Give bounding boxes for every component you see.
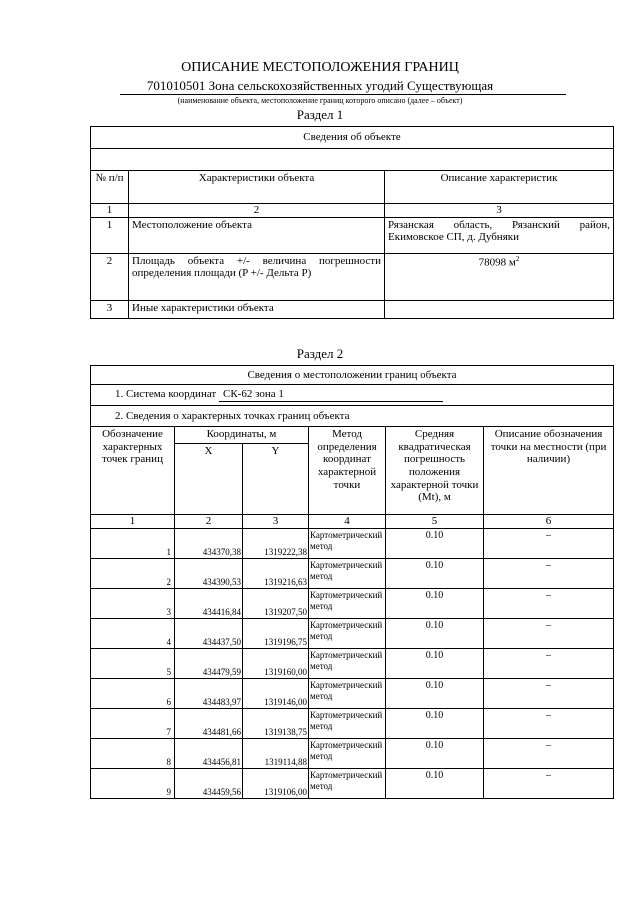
point-desc: –	[484, 769, 614, 799]
section1-blank-row	[91, 149, 614, 171]
point-desc: –	[484, 709, 614, 739]
table-row	[91, 529, 614, 559]
row-description	[385, 300, 614, 318]
col-desc-header: Описание обозначения точки на местности (при наличии)	[484, 427, 614, 515]
col-num: 5	[386, 515, 484, 529]
coord-system-value: СК-62 зона 1	[219, 388, 443, 402]
point-error: 0.10	[386, 679, 484, 709]
point-y: 1319106,00	[243, 769, 309, 799]
col-point-header: Обозначение характерных точек границ	[91, 427, 175, 515]
table-row	[91, 679, 614, 709]
col-num: 3	[243, 515, 309, 529]
point-x: 434459,56	[175, 769, 243, 799]
point-method: Картометрический метод	[309, 619, 386, 649]
point-y: 1319207,50	[243, 589, 309, 619]
point-error: 0.10	[386, 529, 484, 559]
col-no-header: № п/п	[91, 171, 129, 204]
row-characteristic: Местоположение объекта	[129, 217, 385, 253]
point-desc: –	[484, 679, 614, 709]
point-method: Картометрический метод	[309, 559, 386, 589]
point-desc: –	[484, 649, 614, 679]
point-y: 1319138,75	[243, 709, 309, 739]
row-number: 1	[91, 217, 129, 253]
table-row	[91, 619, 614, 649]
point-id: 3	[91, 589, 175, 619]
point-error: 0.10	[386, 589, 484, 619]
table-row	[91, 649, 614, 679]
point-x: 434416,84	[175, 589, 243, 619]
coord-system-label: 1. Система координат	[115, 388, 217, 401]
col-num: 2	[175, 515, 243, 529]
points-label: 2. Сведения о характерных точках границ объекта	[91, 406, 614, 427]
point-x: 434370,38	[175, 529, 243, 559]
point-id: 9	[91, 769, 175, 799]
table-row	[91, 559, 614, 589]
table-row	[91, 739, 614, 769]
row-number: 2	[91, 253, 129, 300]
col-x-header: X	[175, 444, 243, 515]
row-description	[385, 253, 614, 300]
point-y: 1319196,75	[243, 619, 309, 649]
point-error: 0.10	[386, 649, 484, 679]
table-row	[91, 769, 614, 799]
point-desc: –	[484, 589, 614, 619]
document-title: ОПИСАНИЕ МЕСТОПОЛОЖЕНИЯ ГРАНИЦ	[181, 60, 459, 75]
point-x: 434390,53	[175, 559, 243, 589]
point-id: 7	[91, 709, 175, 739]
object-name-note: (наименование объекта, местоположение границ которого описано (далее – объект)	[177, 96, 463, 105]
col-num: 1	[91, 204, 129, 218]
point-id: 2	[91, 559, 175, 589]
point-desc: –	[484, 529, 614, 559]
row-characteristic: Иные характеристики объекта	[129, 300, 385, 318]
point-error: 0.10	[386, 709, 484, 739]
point-method: Картометрический метод	[309, 709, 386, 739]
point-y: 1319146,00	[243, 679, 309, 709]
col-desc-header: Описание характеристик	[385, 171, 614, 204]
point-error: 0.10	[386, 619, 484, 649]
point-x: 434437,50	[175, 619, 243, 649]
object-name-underline	[120, 94, 566, 95]
point-method: Картометрический метод	[309, 589, 386, 619]
point-method: Картометрический метод	[309, 529, 386, 559]
area-unit-superscript: 2	[515, 254, 520, 263]
point-method: Картометрический метод	[309, 649, 386, 679]
point-method: Картометрический метод	[309, 739, 386, 769]
point-id: 8	[91, 739, 175, 769]
col-num: 1	[91, 515, 175, 529]
col-coords-header: Координаты, м	[175, 427, 309, 444]
section1-table	[90, 126, 614, 319]
point-id: 1	[91, 529, 175, 559]
coord-system-row	[91, 385, 614, 406]
section2-header: Сведения о местоположении границ объекта	[91, 366, 614, 385]
table-row	[91, 217, 614, 253]
col-char-header: Характеристики объекта	[129, 171, 385, 204]
point-y: 1319114,88	[243, 739, 309, 769]
col-num: 4	[309, 515, 386, 529]
table-row	[91, 300, 614, 318]
point-x: 434481,66	[175, 709, 243, 739]
object-name: 701010501 Зона сельскохозяйственных угодий Существующая	[146, 78, 494, 93]
col-num: 3	[385, 204, 614, 218]
point-y: 1319222,38	[243, 529, 309, 559]
row-number: 3	[91, 300, 129, 318]
point-desc: –	[484, 619, 614, 649]
point-method: Картометрический метод	[309, 769, 386, 799]
point-id: 5	[91, 649, 175, 679]
section2-label: Раздел 2	[296, 346, 344, 361]
point-x: 434479,59	[175, 649, 243, 679]
point-id: 6	[91, 679, 175, 709]
col-num: 6	[484, 515, 614, 529]
point-method: Картометрический метод	[309, 679, 386, 709]
point-error: 0.10	[386, 739, 484, 769]
col-method-header: Метод определения координат характерной точки	[309, 427, 386, 515]
point-x: 434456,81	[175, 739, 243, 769]
point-id: 4	[91, 619, 175, 649]
area-value: 78098 м	[478, 256, 516, 269]
point-desc: –	[484, 739, 614, 769]
col-num: 2	[129, 204, 385, 218]
row-description: Рязанская область, Рязанский район, Екимовское СП, д. Дубняки	[385, 217, 614, 253]
point-error: 0.10	[386, 769, 484, 799]
point-x: 434483,97	[175, 679, 243, 709]
point-y: 1319160,00	[243, 649, 309, 679]
col-y-header: Y	[243, 444, 309, 515]
section1-label: Раздел 1	[296, 107, 344, 122]
row-characteristic: Площадь объекта +/- величина погрешности определения площади (P +/- Дельта P)	[129, 253, 385, 300]
point-desc: –	[484, 559, 614, 589]
table-row	[91, 253, 614, 300]
section1-header: Сведения об объекте	[91, 127, 614, 149]
section2-table	[90, 365, 614, 799]
table-row	[91, 589, 614, 619]
point-y: 1319216,63	[243, 559, 309, 589]
col-error-header: Средняя квадратическая погрешность положения характерной точки (Mt), м	[386, 427, 484, 515]
point-error: 0.10	[386, 559, 484, 589]
table-row	[91, 709, 614, 739]
